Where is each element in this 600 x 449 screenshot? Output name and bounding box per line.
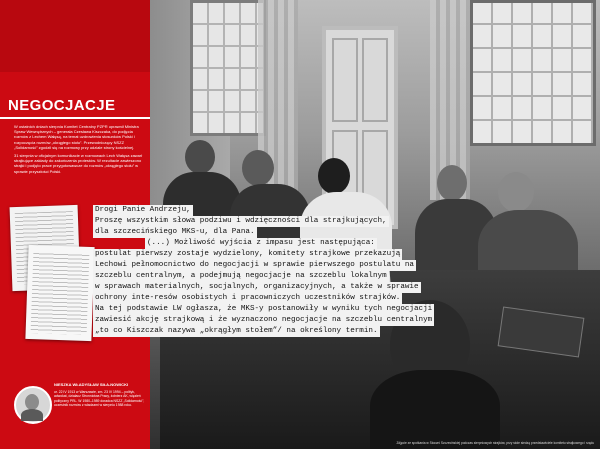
letter-line: ochrony inte-resów osobistych i pracowniczych uczestników strajków. bbox=[95, 294, 401, 302]
photo-window-right bbox=[470, 0, 596, 146]
intro-paragraph: W ostatnich dniach sierpnia Komitet Centralny PZPR uprawnił Ministra Spraw Wewnętrznych – generała Czesława Kiszczaka, do podjęcia rozmów z Lechem Wałęsą, na temat uzdrowienia stosunków Polski i rozpoczęcia rozmów „okrągłego stołu”. Przewodniczący NSZZ „Solidarność” zgodził się na rozmowy przy udziale strony kościelnej. bbox=[14, 124, 139, 150]
sidebar-top-band bbox=[0, 0, 150, 72]
section-heading: NEGOCJACJE bbox=[8, 97, 116, 114]
letter-line: (...) Możliwość wyjścia z impasu jest następująca: bbox=[147, 239, 375, 247]
letter-line: szczeblu centralnym, a podejmują negocjacje na szczeblu lokalnym bbox=[95, 272, 387, 280]
portrait-icon bbox=[14, 386, 52, 424]
bio-title: NIESZKA WŁADYSŁAW SIŁA-NOWICKI bbox=[54, 382, 129, 387]
letter-line: Lechowi pełnomocnictwo do negocjacji w sprawie pierwszego postulatu na bbox=[95, 261, 414, 269]
letter-line: postulat pierwszy zostaje wydzielony, komitety strajkowe przekazują bbox=[95, 250, 401, 258]
letter-line: Proszę wszystkim słowa podziwu i wdzięczności dla strajkujących, bbox=[95, 217, 387, 225]
letter-line: „to co Kiszczak nazywa „okrągłym stołem”/ na określony termin. bbox=[95, 327, 378, 335]
heading-rule bbox=[0, 117, 150, 119]
intro-text bbox=[14, 124, 146, 177]
intro-paragraph: 31 sierpnia w oficjalnym komunikacie w rozmowach Lech Wałęsa zawarł strajkujące zakłady do zakończenia protestów. W rezultacie zawieszono strajki i podjęto prace przygotowawcze do rozmów „okrągłego stołu” w sprawie przyszłości Polski. bbox=[14, 153, 143, 174]
photo-window-left bbox=[190, 0, 266, 136]
document-scan bbox=[25, 245, 94, 341]
letter-line: Na tej podstawie LW ogłasza, że MKS-y postanowiły w wyniku tych negocjacji bbox=[95, 305, 433, 313]
letter-line: w sprawach materialnych, socjalnych, organizacyjnych, a także w sprawie bbox=[95, 283, 419, 291]
photo-caption: Zdjęcie ze spotkania w Stoczni Szczecińskiej podczas sierpniowych strajków, przy stole siedzą przedstawiciele komitetu strajkowego i rządu bbox=[396, 441, 594, 445]
letter-line: dla szczecińskiego MKS-u, dla Pana. bbox=[95, 228, 255, 236]
bio-text: ur. 22 IV 1913 w Warszawie, zm. 23 IV 1994 – polityk, adwokat, działacz Stronnictwa Pracy, żołnierz AK, więzień polityczny PRL. W 1980–1989 doradca NSZZ „Solidarność”, uczestnik rozmów z władzami w sierpniu 1988 roku. bbox=[54, 390, 145, 408]
letter-line: zawiesić akcję strajkową i że wyznaczono negocjacje na szczeblu centralnym bbox=[95, 316, 433, 324]
letter-line: Drogi Panie Andrzeju, bbox=[95, 206, 191, 214]
